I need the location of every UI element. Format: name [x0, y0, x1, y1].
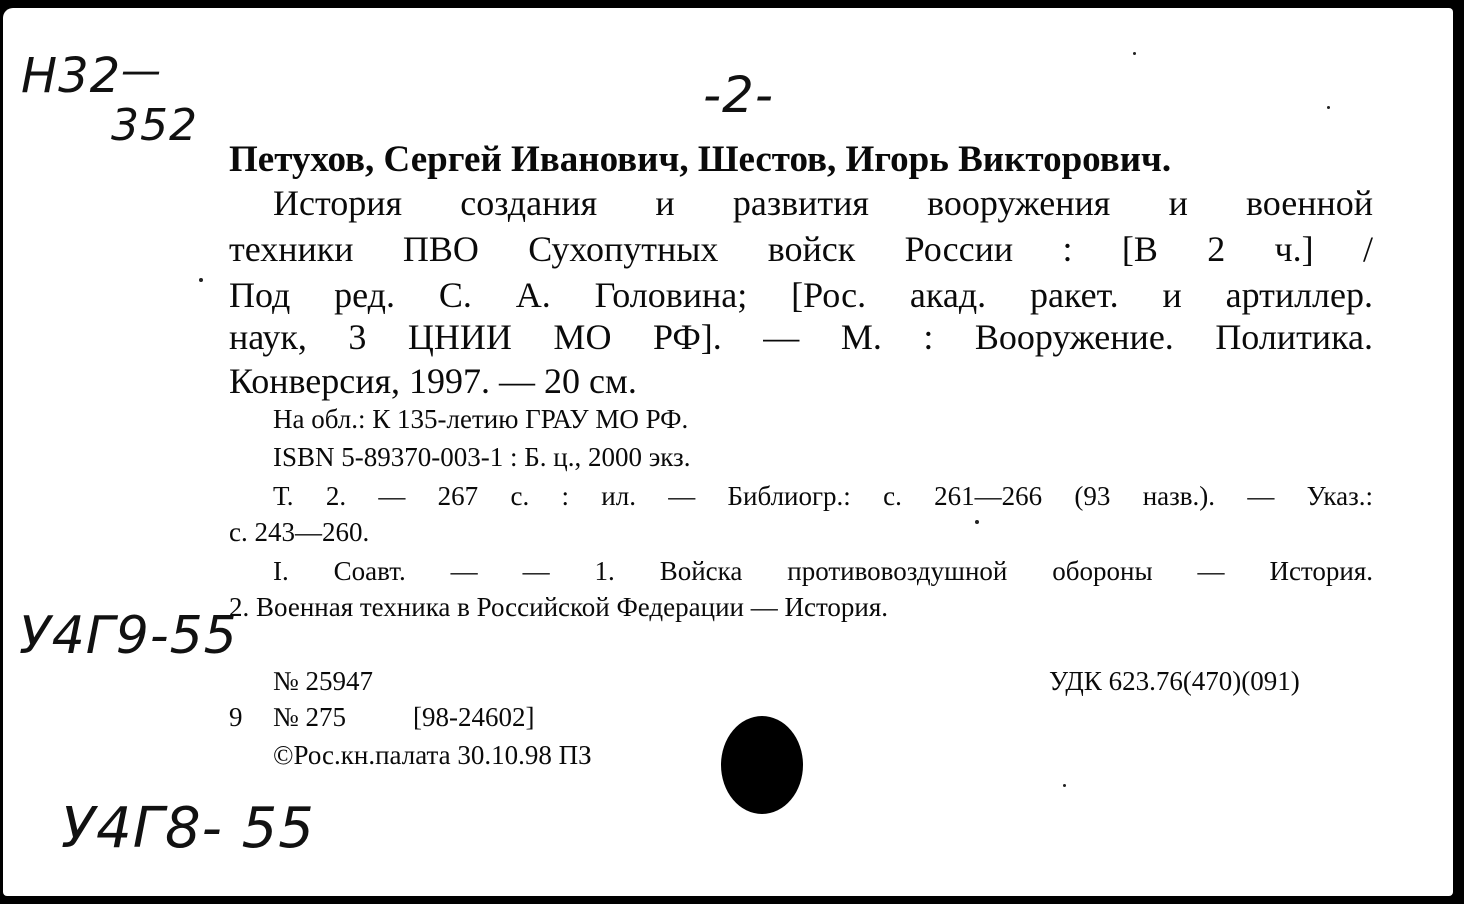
description-line-4: наук, 3 ЦНИИ МО РФ]. — М. : Вооружение. Политика.	[229, 317, 1373, 357]
tracing-line-2: 2. Военная техника в Российской Федерации — История.	[229, 592, 889, 622]
description-line-5: Конверсия, 1997. — 20 см.	[229, 361, 637, 401]
volume-line-1: Т. 2. — 267 с. : ил. — Библиогр.: с. 261—266 (93 назв.). — Указ.:	[273, 481, 1373, 511]
shelf-mark-2: У4Г8- 55	[61, 796, 315, 861]
punch-hole	[721, 716, 803, 814]
call-number-bottom: 352	[111, 100, 198, 151]
scan-speck	[1133, 52, 1136, 55]
record-number: № 25947	[273, 666, 374, 696]
tracing-line-1: I. Соавт. — — 1. Войска противовоздушной обороны — История.	[273, 556, 1373, 586]
description-line-1: История создания и развития вооружения и военной	[273, 183, 1373, 223]
call-number-dash: —	[121, 48, 162, 94]
scan-speck	[199, 278, 203, 282]
description-line-2: техники ПВО Сухопутных войск России : [В 2 ч.] /	[229, 229, 1373, 269]
scan-speck	[975, 520, 979, 524]
author-heading: Петухов, Сергей Иванович, Шестов, Игорь Викторович.	[229, 139, 1172, 180]
index-prefix: 9	[229, 702, 243, 732]
index-code: [98-24602]	[413, 702, 535, 732]
book-chamber-stamp: ©Рос.кн.палата 30.10.98 ПЗ	[273, 740, 592, 770]
call-number-top: Н32	[21, 48, 122, 104]
volume-line-2: с. 243—260.	[229, 517, 370, 547]
description-line-3: Под ред. С. А. Головина; [Рос. акад. ракет. и артиллер.	[229, 275, 1373, 315]
catalog-card	[3, 8, 1453, 896]
cover-note: На обл.: К 135-летию ГРАУ МО РФ.	[273, 404, 689, 434]
udc-code: УДК 623.76(470)(091)	[1049, 666, 1300, 696]
page-number: -2-	[703, 66, 774, 124]
scan-speck	[1063, 784, 1066, 787]
isbn-line: ISBN 5-89370-003-1 : Б. ц., 2000 экз.	[273, 442, 691, 472]
scan-speck	[1327, 106, 1330, 109]
shelf-mark-1: У4Г9-55	[19, 606, 238, 666]
index-number: № 275	[273, 702, 347, 732]
